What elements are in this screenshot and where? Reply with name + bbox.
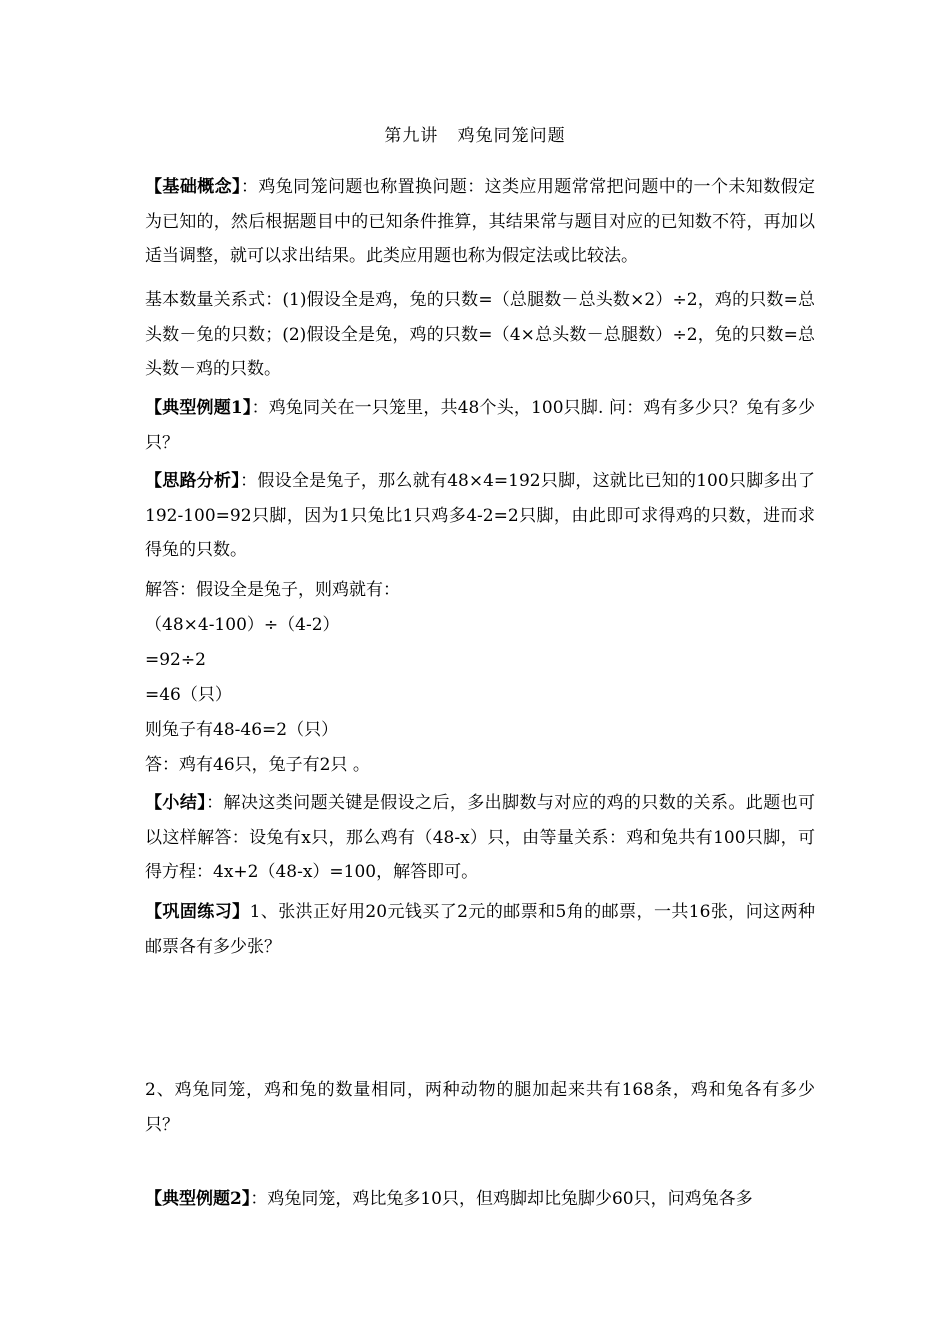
summary-label: 【小结】 — [145, 793, 207, 813]
solution-step-4: 则兔子有48-46=2（只） — [145, 720, 339, 740]
example1-paragraph — [145, 391, 815, 460]
practice-paragraph — [145, 895, 815, 964]
concept-label: 【基础概念】 — [145, 177, 241, 197]
analysis-label: 【思路分析】 — [145, 471, 241, 491]
practice2-paragraph: 2、鸡兔同笼，鸡和兔的数量相同，两种动物的腿加起来共有168条，鸡和兔各有多少只？ — [145, 1080, 815, 1135]
page-title: 第九讲 鸡兔同笼问题 — [384, 126, 566, 146]
analysis-text: ：假设全是兔子，那么就有48×4=192只脚，这就比已知的100只脚多出了192-100=92只脚，因为1只兔比1只鸡多4-2=2只脚，由此即可求得鸡的只数，进而求得兔的只数。 — [145, 471, 815, 561]
summary-text: ：解决这类问题关键是假设之后，多出脚数与对应的鸡的只数的关系。此题也可以这样解答：设兔有x只，那么鸡有（48-x）只，由等量关系：鸡和兔共有100只脚，可得方程：4x+2（48-x）=100，解答即可。 — [145, 793, 816, 883]
solution-answer: 答：鸡有46只，兔子有2只 。 — [145, 755, 370, 775]
solution-step-1: （48×4-100）÷（4-2） — [145, 615, 340, 635]
example2-paragraph — [145, 1182, 815, 1217]
solution-step-3: =46（只） — [145, 685, 232, 705]
concept-text: ：鸡兔同笼问题也称置换问题：这类应用题常常把问题中的一个未知数假定为已知的，然后根据题目中的已知条件推算，其结果常与题目对应的已知数不符，再加以适当调整，就可以求出结果。此类应用题也称为假定法或比较法。 — [145, 177, 816, 267]
analysis-paragraph — [145, 464, 815, 568]
concept-paragraph — [145, 170, 815, 274]
example1-label: 【典型例题1】 — [145, 398, 252, 418]
example2-label: 【典型例题2】 — [145, 1189, 251, 1209]
example2-text: ：鸡兔同笼，鸡比兔多10只，但鸡脚却比兔脚少60只，问鸡兔各多 — [250, 1189, 753, 1209]
solution-step-2: =92÷2 — [145, 650, 206, 670]
example1-text: ：鸡兔同关在一只笼里，共48个头，100只脚. 问：鸡有多少只？兔有多少只？ — [145, 398, 815, 453]
practice-text: 1、张洪正好用20元钱买了2元的邮票和5角的邮票，一共16张，问这两种邮票各有多少张？ — [145, 902, 815, 957]
formula-paragraph: 基本数量关系式：(1)假设全是鸡，兔的只数=（总腿数－总头数×2）÷2，鸡的只数=总头数－兔的只数；(2)假设全是兔，鸡的只数=（4×总头数－总腿数）÷2，兔的只数=总头数－鸡的只数。 — [145, 290, 815, 380]
solution-intro: 解答：假设全是兔子，则鸡就有： — [145, 580, 400, 600]
summary-paragraph — [145, 786, 815, 890]
practice-label: 【巩固练习】 — [145, 902, 250, 922]
